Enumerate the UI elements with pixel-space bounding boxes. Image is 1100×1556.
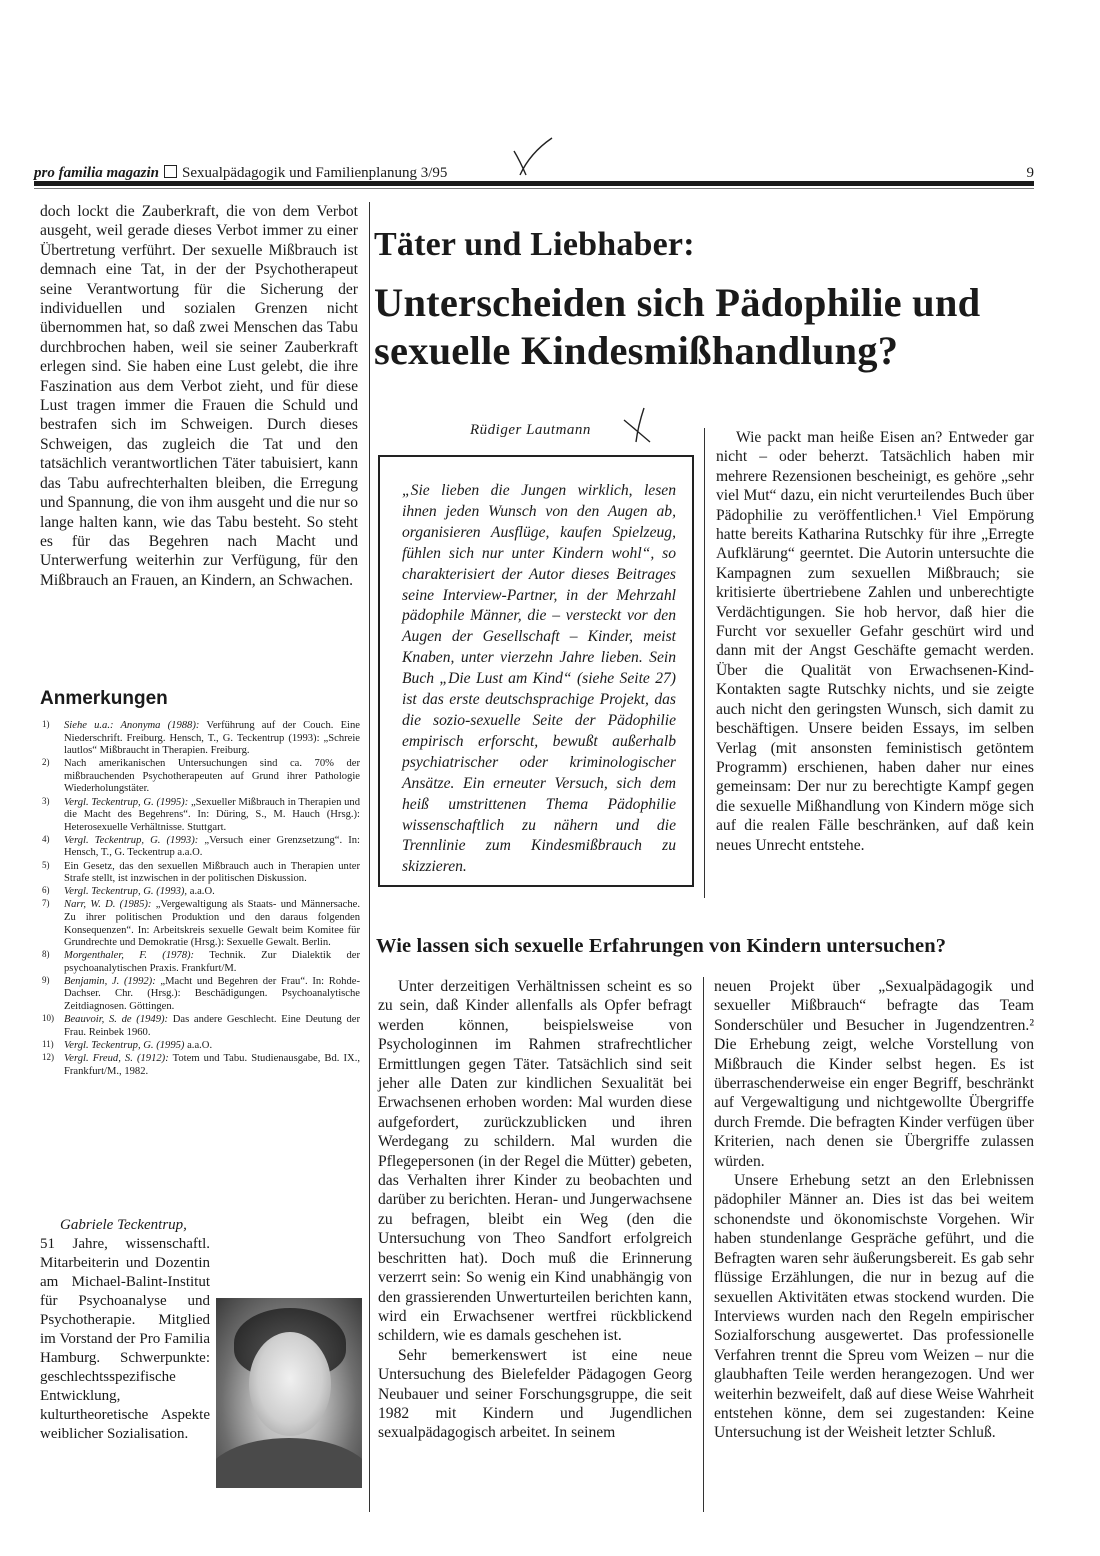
body-column-1 [378, 977, 692, 1443]
note-item: 11) Vergl. Teckentrup, G. (1995) a.a.O. [42, 1038, 213, 1051]
handwritten-check-mark-icon [508, 135, 556, 181]
column-divider-left [369, 202, 370, 1512]
author-bio [40, 1216, 210, 1444]
page-number: 9 [1026, 165, 1034, 181]
body-paragraph: Sehr bemerkenswert ist eine neue Untersuchung des Bielefelder Pädagogen Georg Neubauer und seiner Forschungsgruppe, die seit 1982 mit Kindern und Jugendlichen sexualpädagogisch arbeitet. In seinem [378, 1346, 692, 1442]
column-divider-bottom-right [703, 977, 704, 1512]
note-item: 12) Vergl. Freud, S. (1912): Totem und Tabu. Studienausgabe, Bd. IX., Frankfurt/M., 1982. [42, 1051, 360, 1077]
header-title [34, 165, 447, 182]
intro-column [716, 428, 1034, 855]
note-item: 1) Siehe u.a.: Anonyma (1988): Verführung auf der Couch. Eine Niederschrift. Freiburg. Hensch, T., G. Teckentrup (1993): „Schreie lautlos“ Mißbraucht in Therapien. Freiburg. [42, 719, 360, 757]
body-column-2 [714, 977, 1034, 1443]
note-item: 9) Benjamin, J. (1992): „Macht und Begehren der Frau“. In: Rohde-Dachser. Chr. (Hrsg.): Beschädigungen. Psychoanalytische Zeitdiagnosen. Göttingen. [42, 974, 360, 1013]
handwritten-cross-mark-icon [618, 404, 658, 446]
notes-heading: Anmerkungen [40, 688, 168, 709]
note-item: 4) Vergl. Teckentrup, G. (1993): „Versuch einer Grenzsetzung“. In: Hensch, T., G. Teckentrup a.a.O. [42, 833, 360, 859]
header-rule-thin [34, 188, 1034, 189]
note-item: 6) Vergl. Teckentrup, G. (1993), a.a.O. [42, 885, 215, 898]
body-paragraph: Unsere Erhebung setzt an den Erlebnissen pädophiler Männer an. Dies ist das bei weitem schonendste und ökonomischste Vorgehen. Wir haben stundenlange Gespräche geführt, und die Befragten waren sehr äußerungsbereit. Es gab sehr flüssige Erzählungen, die nur in bezug auf die sexuellen Aktivitäten etwas stockend wurden. Die Interviews wurden nach den Regeln empirischer Sozialforschung ausgewertet. Das professionelle Verfahren trennt die Spreu vom Weizen – nur die glaubhaften Teile werden herangezogen. Und wer weiterhin bezweifelt, daß auf diese Weise Wahrheit entstehen könne, dem sei zugestanden: Keine Untersuchung ist der Weisheit letzter Schluß. [714, 1172, 1034, 1442]
bio-text: 51 Jahre, wissenschaftl. Mitarbeiterin und Dozentin am Michael-Balint-Institut für Psychoanalyse und Psychotherapie. Mitglied im Vorstand der Pro Familia Hamburg. Schwerpunkte: geschlechtsspezifische Entwicklung, kulturtheoretische Aspekte weiblicher Sozialisation. [40, 1236, 210, 1442]
article-author: Rüdiger Lautmann [470, 422, 591, 438]
article-kicker: Täter und Liebhaber: [374, 226, 695, 263]
photo-shoulders [216, 1438, 362, 1488]
square-bullet-icon [164, 165, 177, 178]
note-item: 7) Narr, W. D. (1985): „Vergewaltigung als Staats- und Männersache. Zu ihrer politischen Produktion und den daraus folgenden Konsequenzen“. In: Arbeitskreis sexuelle Gewalt beim Komitee für Grundrechte und Demokratie (Hrsg.): Sexuelle Gewalt. Berlin. [42, 898, 360, 949]
note-item: 8) Morgenthaler, F. (1978): Technik. Zur Dialektik der psychoanalytischen Praxis. Frankfurt/M. [42, 949, 360, 974]
body-paragraph: Unter derzeitigen Verhältnissen scheint es so zu sein, daß Kinder allenfalls als Opfer befragt werden können, beispielsweise von Psychologinnen im Rahmen strafrechtlicher Ermittlungen gegen Täter. Tatsächlich sind seit jeher alle Daten zur kindlichen Sexualität bei Erwachsenen erhoben worden: Mal wurden diese aufgefordert, zurückzublicken und ihren Werdegang zu schildern. Mal wurden die Pflegepersonen (in der Regel die Mütter) gebeten, das Verhalten ihrer Kinder zu beobachten und darüber zu berichten. Heran- und Jungerwachsene zu befragen, bleibt ein Weg (den die Untersuchung von Theo Sandfort erfolgreich beschritten hat). Doch muß die Erinnerung verzerrt sein: So wenig ein Kind unabhängig von den grassierenden Unwerturteilen berichten kann, wird ein Erwachsener wertfrei rückblickend schildern, wie es damals geschehen ist. [378, 978, 692, 1345]
photo-face [249, 1332, 331, 1436]
article-heading [374, 225, 1034, 375]
author-photo [216, 1298, 362, 1488]
previous-article-continuation [40, 202, 358, 590]
teaser-box [378, 455, 694, 887]
bio-name: Gabriele Teckentrup, [60, 1217, 187, 1233]
magazine-name: pro familia magazin [34, 165, 160, 181]
header-section: Sexualpädagogik und Familienplanung 3/95 [182, 165, 448, 181]
teaser-text: „Sie lieben die Jungen wirklich, lesen ihnen jeden Wunsch von den Augen ab, organisieren Ausflüge, kaufen Spielzeug, fühlen sich nur unter Kindern wohl“, so charakterisiert der Autor dieses Beitrages seine Interview-Partner, in der Mehrzahl pädophile Männer, die – versteckt vor den Augen der Gesellschaft – Kinder, meist Knaben, unter vierzehn Jahre lieben. Sein Buch „Die Lust am Kind“ (siehe Seite 27) ist das erste deutschsprachige Projekt, das die sozio-sexuelle Seite der Pädophilie empirisch erforscht, bewußt außerhalb psychiatrischer oder kriminologischer Ansätze. Ein erneuter Versuch, sich dem heiß umstrittenen Thema Pädophilie wissenschaftlich zu nähern und die Trennlinie zum Kindesmißbrauch zu skizzieren. [402, 482, 676, 876]
article-title-line-2: sexuelle Kindesmißhandlung? [374, 328, 899, 373]
note-item: 5) Ein Gesetz, das den sexuellen Mißbrauch auch in Therapien unter Strafe stellt, ist inzwischen in der politischen Diskussion. [42, 859, 360, 885]
header-rule [34, 181, 1034, 186]
column-divider-top-right [704, 428, 705, 898]
note-item: 3) Vergl. Teckentrup, G. (1995): „Sexueller Mißbrauch in Therapien und die Macht des Begehrens“. In: Düring, S., M. Hauch (Hrsg.): Heterosexuelle Verhältnisse. Stuttgart. [42, 795, 360, 833]
continuation-text: doch lockt die Zauberkraft, die von dem Verbot ausgeht, weil gerade dieses Verbot immer zu einer Übertretung verführt. Der sexuelle Mißbrauch ist demnach eine Tat, in der der Psychotherapeut seine Verantwortung für die Sicherung der individuellen und sozialen Grenzen nicht übernommen hat, so daß zwei Menschen das Tabu durchbrochen haben, weil sie seiner Zauberkraft erlegen sind. Sie haben eine Lust gelebt, die ihre Faszination aus dem Verbot zieht, und für diese Lust tragen immer die Frauen die Schuld und bestrafen sich im Schweigen. Durch dieses Schweigen, das zugleich die Tat und den tatsächlich verantwortlichen Täter tabuisiert, kann das Tabu aufrechterhalten bleiben, die Erregung und Spannung, die von ihm ausgeht und die nur so lange halten kann, wie das Tabu besteht. So steht es für das Begehren nach Macht und Unterwerfung weiterhin zur Verfügung, für den Mißbrauch an Frauen, an Kindern, an Schwachen. [40, 203, 358, 589]
note-item: 2) Nach amerikanischen Untersuchungen sind ca. 70% der mißbrauchenden Psychotherapeuten auf Grund ihrer Pathologie Wiederholungstäter. [42, 757, 360, 795]
article-title-line-1: Unterscheiden sich Pädophilie und [374, 280, 981, 325]
intro-text: Wie packt man heiße Eisen an? Entweder gar nicht – oder beherzt. Tatsächlich haben mir mehrere Rezensionen bescheinigt, es gehöre „sehr viel Mut“ dazu, ein nicht verurteilendes Buch über Pädophilie zu veröffentlichen.¹ Viel Empörung hatte bereits Katharina Rutschky für ihre „Erregte Aufklärung“ geerntet. Die Autorin untersuchte die Kampagnen zum sexuellen Mißbrauch; sie kritisierte übertriebene Zahlen und unberechtigte Verdächtigungen. Sie hob hervor, daß hier die Furcht vor sexueller Gefahr geschürt wird und dann mit der Angst Geschäfte gemacht werden. Über die Qualität von Erwachsenen-Kind-Kontakten sagte Rutschky nichts, und sie zeigte auch nicht den geringsten Wunsch, sich damit zu beschäftigen. Unsere beiden Essays, im selben Verlag (mit ansonsten feministisch getöntem Programm) erschienen, haben daher nur eines gemeinsam: Der nur zu berechtigte Kampf gegen die sexuelle Mißhandlung von Kindern möge sich auf die realen Fälle beschränken, auf daß kein neues Unrecht entstehe. [716, 429, 1034, 854]
notes-list [40, 720, 360, 1079]
note-item: 10) Beauvoir, S. de (1949): Das andere Geschlecht. Eine Deutung der Frau. Reinbek 1960. [42, 1013, 361, 1038]
section-subheading: Wie lassen sich sexuelle Erfahrungen von Kindern untersuchen? [376, 935, 947, 957]
body-paragraph: neuen Projekt über „Sexualpädagogik und sexueller Mißbrauch“ befragte das Team Sonderschüler und Besucher in Jugendzentren.² Die Erhebung zeigt, welche Vorstellung von Mißbrauch die Kinder selbst hegen. Es ist überraschenderweise ein enger Begriff, beschränkt auf Vergewaltigung und nichtgewollte Übergriffe durch Fremde. Die befragten Kinder verfügen über Kriterien, nach denen sie Übergriffe zulassen würden. [714, 978, 1034, 1170]
